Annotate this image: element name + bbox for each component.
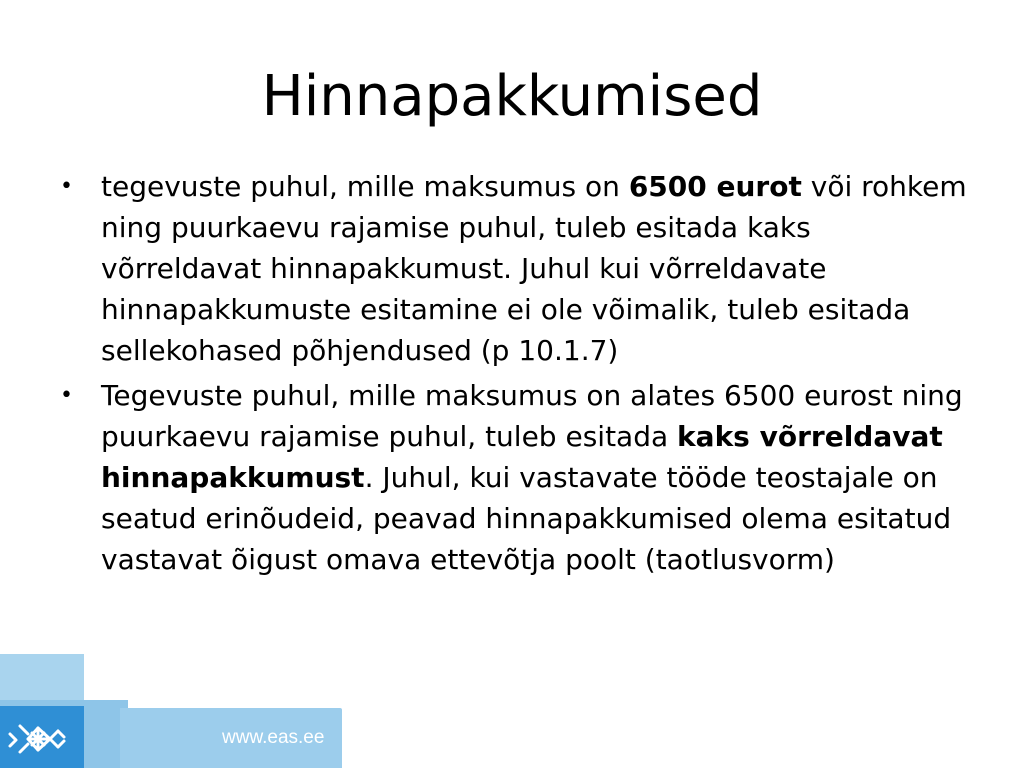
bullet-text <box>101 379 963 576</box>
bullet-marker: • <box>60 174 73 199</box>
bullet-list <box>60 166 970 584</box>
bullet-item <box>60 166 970 371</box>
bullet-text-part: . Juhul, kui vastavate tööde teostajale on seatud erinõudeid, peavad hinnapakkumised olema esitatud vastavat õigust omava ettevõtja poolt (taotlusvorm) <box>101 461 952 576</box>
bullet-item <box>60 375 970 580</box>
bullet-text-part: tegevuste puhul, mille maksumus on <box>101 170 629 203</box>
bullet-marker: • <box>60 383 73 408</box>
footer-url[interactable]: www.eas.ee <box>222 727 325 748</box>
bullet-text-bold: 6500 eurot <box>628 170 802 203</box>
eas-snowflake-logo-icon <box>6 716 70 762</box>
bullet-text <box>101 170 967 367</box>
bullet-text-part: Tegevuste puhul, mille maksumus on alates 6500 eurost ning puurkaevu rajamise puhul, tuleb esitada <box>101 379 963 453</box>
bullet-text-part: või rohkem ning puurkaevu rajamise puhul, tuleb esitada kaks võrreldavat hinnapakkumust. Juhul kui võrreldavate hinnapakkumuste esitamine ei ole võimalik, tuleb esitada sellekohased põhjendused (p 10.1.7) <box>101 170 967 367</box>
bullet-text-bold: kaks võrreldavat hinnapakkumust <box>101 420 943 494</box>
slide-title: Hinnapakkumised <box>261 64 763 129</box>
